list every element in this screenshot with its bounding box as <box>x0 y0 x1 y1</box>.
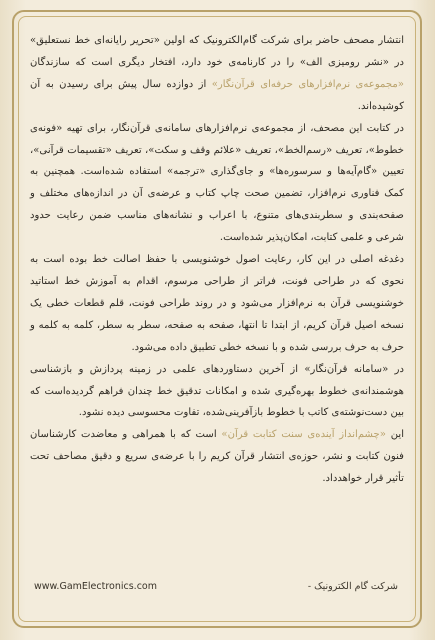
paragraph-1-text-b: از دوازده سال پیش برای رسیدن به آن کوشیده‌اند. <box>30 78 404 112</box>
paragraph-4-text: در «سامانه قرآن‌نگار» از آخرین دستاوردهای علمی در زمینه پردازش و بازشناسی هوشمندانه‌ی خطوط بهره‌گیری شده و امکانات تدقیق خط چندان فراهم گردیده‌است که بین دست‌نوشته‌ی کاتب با خطوط بازآفرینی‌شده، تفاوت محسوسی دیده نشود. <box>30 363 404 419</box>
paragraph-5 <box>30 424 404 490</box>
paragraph-5-text-b: است که با همراهی و معاضدت کارشناسان فنون کتابت و نشر، حوزه‌ی انتشار قرآن کریم را با عرضه‌ی سریع و دقیق مصاحف تحت تأثیر قرار خواهدداد. <box>30 429 404 485</box>
footer-website-link[interactable]: www.GamElectronics.com <box>34 580 157 592</box>
paragraph-5-text-a: این <box>385 429 404 441</box>
page-footer <box>34 578 398 594</box>
paragraph-3 <box>30 249 404 359</box>
paragraph-4 <box>30 359 404 425</box>
paragraph-3-text: دغدغه اصلی در این کار، رعایت اصول خوشنویسی با حفظ اصالت خط بوده است به نحوی که در طراحی فونت، فراتر از طراحی مرسوم، اقدام به آموزش خط استاتید خوشنویسی قرآن به نرم‌افزار می‌شود و در روند طراحی فونت، قلم قطعات خطی یک نسخه اصیل قرآن کریم، از ابتدا تا انتها، صفحه به صفحه، سطر به سطر، کلمه به کلمه و حرف به حرف بررسی شده و با نسخه خطی تطبیق داده می‌شود. <box>30 254 404 353</box>
paragraph-1 <box>30 30 404 118</box>
paragraph-2-text: در کتابت این مصحف، از مجموعه‌ی نرم‌افزارهای سامانه‌ی قرآن‌نگار، برای تهیه «فونه‌ی خطوط»، تعریف «رسم‌الخط»، تعریف «علائم وقف و سکت»، تعریف «تقسیمات قرآنی»، تعیین «گام‌آیه‌ها و سرسوره‌ها» و جای‌گذاری «ترجمه» استفاده شده‌است. همچنین به کمک فناوری نرم‌افزار، تضمین صحت چاپ کتاب و عرضه‌ی آن در اندازه‌های مختلف و صفحه‌بندی و سطربندی‌های متنوع، با اعراب و نشانه‌های مناسب ضمن رعایت حدود شرعی و علمی کتابت، امکان‌پذیر شده‌است. <box>30 122 404 244</box>
paragraph-1-text-a: انتشار مصحف حاضر برای شرکت گام‌الکترونیک که اولین «تحریر رایانه‌ای خط نستعلیق» در «نشر رومیزی الف» را در کارنامه‌ی خود دارد، افتخار دیگری است که سازندگان <box>30 35 404 68</box>
footer-company-name: شرکت گام الکترونیک - <box>307 580 398 592</box>
page-body-text <box>30 30 404 570</box>
paragraph-1-highlight: «مجموعه‌ی نرم‌افزارهای حرفه‌ای قرآن‌نگار» <box>211 78 404 90</box>
paragraph-2 <box>30 118 404 249</box>
paragraph-5-highlight: «چشم‌انداز آینده‌ی سنت کتابت قرآن» <box>221 429 386 441</box>
